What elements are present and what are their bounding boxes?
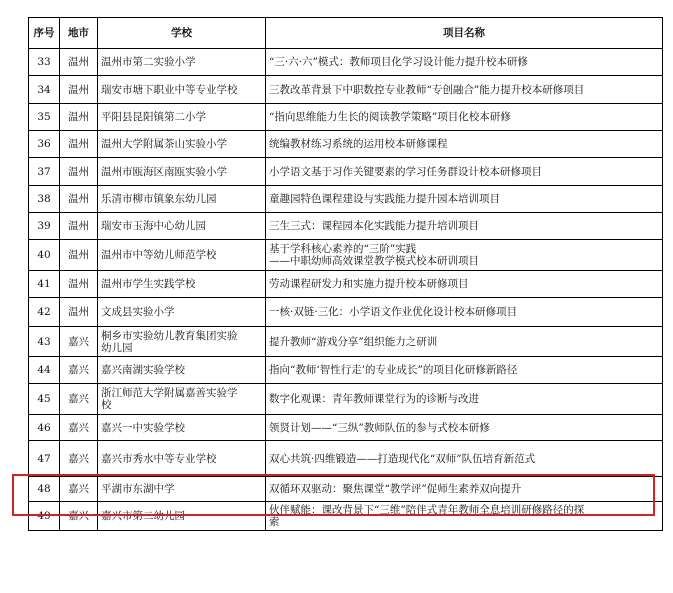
table-row: [29, 213, 663, 240]
city-cell: 温州: [60, 158, 98, 186]
school-text-line: 温州市瓯海区南瓯实验小学: [101, 165, 227, 178]
project-cell: [266, 384, 663, 415]
project-text-line: “三·六·六”模式：教师项目化学习设计能力提升校本研修: [269, 56, 528, 68]
project-cell: [266, 502, 663, 531]
city-cell: 温州: [60, 213, 98, 240]
school-text-line: 温州大学附属茶山实验小学: [101, 138, 227, 150]
project-text-line: 劳动课程研发力和实施力提升校本研修项目: [269, 278, 469, 290]
table-row: [29, 240, 663, 271]
project-text-line: 一核·双链·三化：小学语文作业优化设计校本研修项目: [269, 306, 518, 318]
school-project-table: [28, 17, 663, 531]
project-cell: [266, 240, 663, 271]
table-row: [29, 502, 663, 531]
row-number: 35: [29, 104, 60, 131]
table-row: [29, 104, 663, 131]
header-num: 序号: [29, 18, 60, 49]
school-cell: [98, 186, 266, 213]
city-cell: 温州: [60, 186, 98, 213]
project-text-line: “指向思维能力生长的阅读教学策略”项目化校本研修: [269, 111, 511, 123]
school-text-line: 浙江师范大学附属嘉善实验学: [101, 387, 238, 399]
city-cell: 嘉兴: [60, 327, 98, 357]
project-cell: [266, 104, 663, 131]
table-row: [29, 441, 663, 477]
row-number: 45: [29, 384, 60, 415]
project-text-line: 指向“教师‘智性行走’的专业成长”的项目化研修新路径: [269, 364, 518, 376]
table-row: [29, 477, 663, 502]
project-text-line: 提升教师“游戏分享”组织能力之研训: [269, 335, 438, 348]
city-cell: 嘉兴: [60, 441, 98, 477]
school-text-line: 文成县实验小学: [101, 306, 175, 318]
school-cell: [98, 131, 266, 158]
project-cell: [266, 213, 663, 240]
table-row: [29, 415, 663, 441]
school-text-line: 嘉兴市第二幼儿园: [101, 510, 185, 522]
row-number: 46: [29, 415, 60, 441]
table-row: [29, 357, 663, 384]
row-number: 39: [29, 213, 60, 240]
city-cell: 温州: [60, 49, 98, 76]
row-number: 33: [29, 49, 60, 76]
school-text-line: 温州市第二实验小学: [101, 56, 196, 68]
table-row: [29, 298, 663, 327]
city-cell: 温州: [60, 240, 98, 271]
school-text-line: 平阳县昆阳镇第二小学: [101, 111, 206, 123]
project-text-line: ——中职幼师高效课堂教学模式校本研训项目: [269, 255, 479, 267]
project-text-line: 小学语文基于习作关键要素的学习任务群设计校本研修项目: [269, 165, 542, 178]
city-cell: 嘉兴: [60, 357, 98, 384]
row-number: 38: [29, 186, 60, 213]
row-number: 41: [29, 271, 60, 298]
table-row: [29, 131, 663, 158]
school-text-line: 乐清市柳市镇象东幼儿园: [101, 193, 217, 205]
project-cell: [266, 76, 663, 104]
project-cell: [266, 186, 663, 213]
project-text-line: 索: [269, 516, 280, 528]
project-text-line: 双循环双驱动：聚焦课堂“教学评”促师生素养双向提升: [269, 483, 522, 495]
school-cell: [98, 158, 266, 186]
school-text-line: 校: [101, 399, 112, 411]
city-cell: 温州: [60, 271, 98, 298]
city-cell: 温州: [60, 131, 98, 158]
school-cell: [98, 298, 266, 327]
project-text-line: 双心共筑·四维锻造——打造现代化“双师”队伍培育新范式: [269, 452, 536, 465]
project-text-line: 领贤计划——“三纵”教师队伍的参与式校本研修: [269, 421, 490, 434]
table-row: [29, 327, 663, 357]
table-row: [29, 49, 663, 76]
project-cell: [266, 327, 663, 357]
school-text-line: 嘉兴南湖实验学校: [101, 364, 185, 376]
table-row: [29, 271, 663, 298]
project-text-line: 三生三式：课程园本化实践能力提升培训项目: [269, 220, 479, 232]
city-cell: 温州: [60, 76, 98, 104]
school-text-line: 温州市学生实践学校: [101, 278, 196, 290]
school-text-line: 温州市中等幼儿师范学校: [101, 249, 217, 261]
row-number: 34: [29, 76, 60, 104]
project-text-line: 伙伴赋能：课改背景下“三维”陪伴式青年教师全息培训研修路径的探: [269, 504, 585, 516]
school-cell: [98, 327, 266, 357]
project-cell: [266, 158, 663, 186]
header-school: 学校: [98, 18, 266, 49]
school-text-line: 瑞安市塘下职业中等专业学校: [101, 83, 238, 96]
school-text-line: 瑞安市玉海中心幼儿园: [101, 220, 206, 232]
city-cell: 嘉兴: [60, 415, 98, 441]
city-cell: 温州: [60, 298, 98, 327]
row-number: 37: [29, 158, 60, 186]
project-cell: [266, 477, 663, 502]
row-number: 43: [29, 327, 60, 357]
school-text-line: 嘉兴一中实验学校: [101, 421, 185, 434]
school-cell: [98, 271, 266, 298]
row-number: 42: [29, 298, 60, 327]
row-number: 44: [29, 357, 60, 384]
table-row: [29, 384, 663, 415]
city-cell: 嘉兴: [60, 384, 98, 415]
project-text-line: 三教改革背景下中职数控专业教师“专创融合”能力提升校本研修项目: [269, 83, 585, 96]
city-cell: 嘉兴: [60, 477, 98, 502]
school-cell: [98, 104, 266, 131]
school-cell: [98, 76, 266, 104]
header-project: 项目名称: [266, 18, 663, 49]
table-row: [29, 76, 663, 104]
school-cell: [98, 502, 266, 531]
project-cell: [266, 357, 663, 384]
school-cell: [98, 441, 266, 477]
project-cell: [266, 49, 663, 76]
school-text-line: 幼儿园: [101, 341, 133, 354]
city-cell: 嘉兴: [60, 502, 98, 531]
project-cell: [266, 298, 663, 327]
school-text-line: 桐乡市实验幼儿教育集团实验: [101, 329, 238, 342]
project-cell: [266, 131, 663, 158]
row-number: 49: [29, 502, 60, 531]
project-text-line: 童趣园特色课程建设与实践能力提升园本培训项目: [269, 193, 500, 205]
table-row: [29, 186, 663, 213]
school-cell: [98, 384, 266, 415]
school-text-line: 平湖市东湖中学: [101, 483, 175, 495]
row-number: 36: [29, 131, 60, 158]
school-cell: [98, 49, 266, 76]
project-cell: [266, 415, 663, 441]
project-text-line: 基于学科核心素养的“三阶”实践: [269, 243, 417, 255]
row-number: 47: [29, 441, 60, 477]
school-cell: [98, 357, 266, 384]
project-cell: [266, 441, 663, 477]
school-cell: [98, 213, 266, 240]
table-row: [29, 158, 663, 186]
row-number: 48: [29, 477, 60, 502]
school-text-line: 嘉兴市秀水中等专业学校: [101, 452, 217, 465]
project-text-line: 数字化观课：青年教师课堂行为的诊断与改进: [269, 393, 479, 405]
school-cell: [98, 477, 266, 502]
city-cell: 温州: [60, 104, 98, 131]
header-city: 地市: [60, 18, 98, 49]
row-number: 40: [29, 240, 60, 271]
project-text-line: 统编教材练习系统的运用校本研修课程: [269, 138, 448, 150]
school-cell: [98, 415, 266, 441]
school-cell: [98, 240, 266, 271]
project-cell: [266, 271, 663, 298]
header-row: [29, 18, 663, 49]
